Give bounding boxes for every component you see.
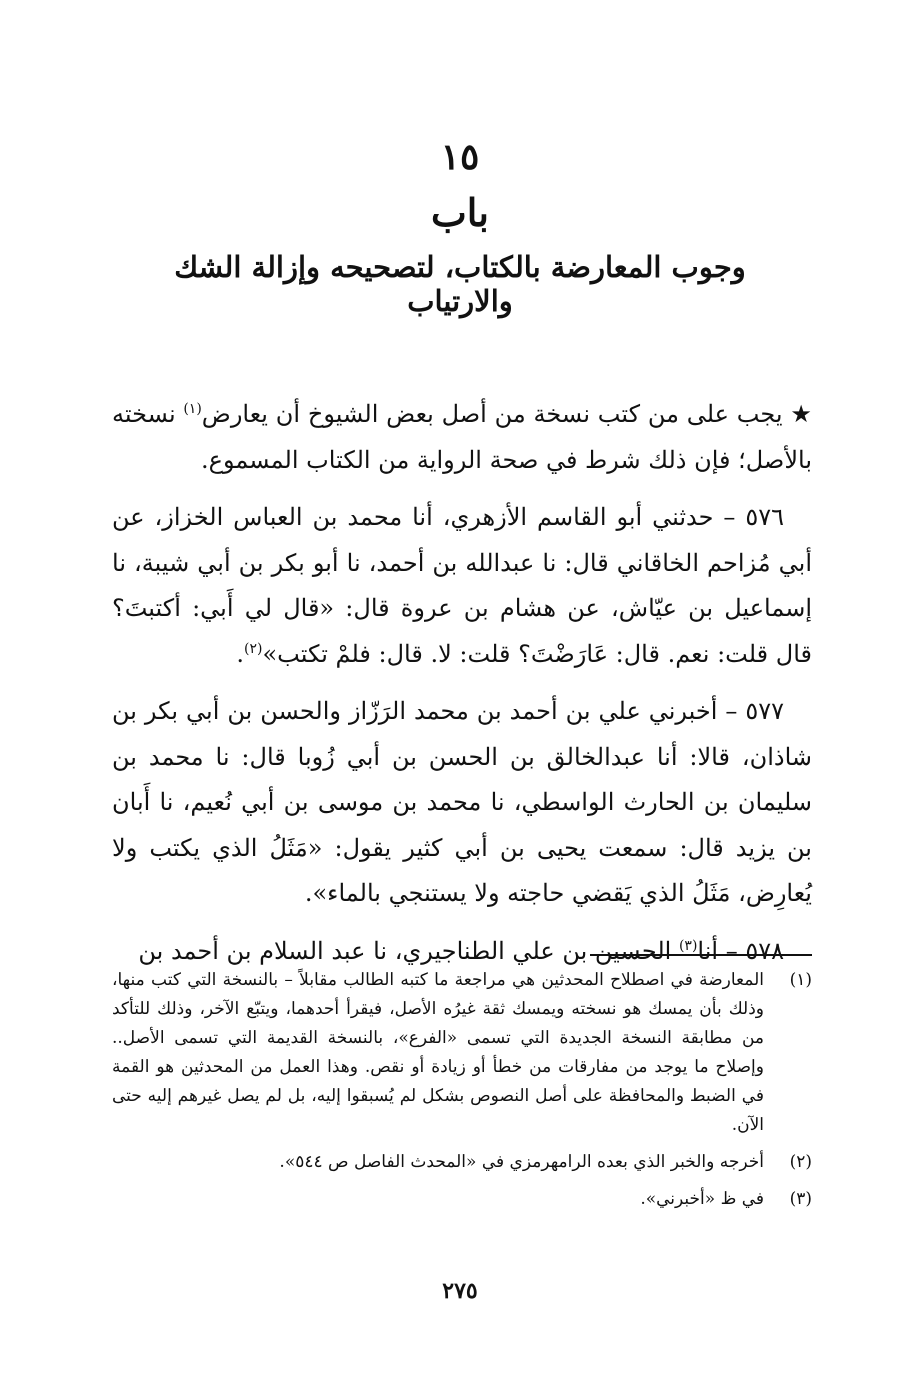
footnote-ref-2: (٢) <box>243 640 263 657</box>
footnote-2 <box>112 1148 812 1177</box>
intro-text: ★ يجب على من كتب نسخة من أصل بعض الشيوخ أن يعارض <box>201 400 812 428</box>
footnote-text: في ظ «أخبرني». <box>640 1189 764 1209</box>
page-number: ٢٧٥ <box>442 1278 478 1304</box>
hadith-578-text: ٥٧٨ – أنا <box>697 936 784 965</box>
footnote-number: (١) <box>789 970 812 990</box>
main-text <box>112 392 812 986</box>
hadith-576-end: . <box>236 639 244 668</box>
chapter-label: باب <box>431 190 489 235</box>
footnote-number: (٣) <box>789 1189 812 1209</box>
footnote-1 <box>112 966 812 1140</box>
chapter-number: ١٥ <box>440 136 480 178</box>
footnote-divider <box>590 954 812 956</box>
footnote-ref-3: (٣) <box>678 937 698 954</box>
footnote-number: (٢) <box>789 1152 812 1172</box>
intro-paragraph <box>112 392 812 483</box>
intro-text-end: نسخته بالأصل؛ فإن ذلك شرط في صحة الرواية من الكتاب المسموع. <box>112 400 812 474</box>
footnote-3 <box>112 1185 812 1214</box>
hadith-577-text: ٥٧٧ – أخبرني علي بن أحمد بن محمد الرَزّاز والحسن بن أبي بكر بن شاذان، قالا: أنا عبدالخالق بن الحسن بن أبي زُوبا قال: نا محمد بن سليمان بن الحارث الواسطي، نا محمد بن موسى بن أبي نُعيم، نا أَبان بن يزيد قال: سمعت يحيى بن أبي كثير يقول: «مَثَلُ الذي يكتب ولا يُعارِض، مَثَلُ الذي يَقضي حاجته ولا يستنجي بالماء». <box>112 697 812 907</box>
chapter-title: وجوب المعارضة بالكتاب، لتصحيحه وإزالة الشك والارتياب <box>174 250 746 318</box>
hadith-576 <box>112 495 812 677</box>
footnote-text: أخرجه والخبر الذي بعده الرامهرمزي في «المحدث الفاصل ص ٥٤٤». <box>279 1152 764 1172</box>
hadith-576-text: ٥٧٦ – حدثني أبو القاسم الأزهري، أنا محمد بن العباس الخزاز، عن أبي مُزاحم الخاقاني قال: نا عبدالله بن أحمد، نا أبو بكر بن أبي شيبة، نا إسماعيل بن عيّاش، عن هشام بن عروة قال: «قال لي أَبي: أكتبتَ؟ قال قلت: نعم. قال: عَارَضْتَ؟ قلت: لا. قال: فلمْ تكتب» <box>112 503 812 668</box>
hadith-577 <box>112 689 812 917</box>
hadith-578-end: الحسين بن علي الطناجيري، نا عبد السلام بن أحمد بن <box>138 936 679 965</box>
footnotes <box>112 966 812 1222</box>
footnote-ref-1: (١) <box>183 401 202 417</box>
footnote-text: المعارضة في اصطلاح المحدثين هي مراجعة ما كتبه الطالب مقابلاً – بالنسخة التي كتب منها، وذلك بأن يمسك هو نسخته ويمسك ثقة غيرُه الأصل، فيقرأ أحدهما، ويتبّع الآخر، وذلك للتأكد من مطابقة النسخة الجديدة التي تسمى «الفرع»، بالنسخة القديمة التي تسمى الأصل.. وإصلاح ما يوجد من مفارقات من خطأ أو زيادة أو نقص. وهذا العمل من المحدثين هو القمة في الضبط والمحافظة على أصل النصوص بشكل لم يُسبقوا إليه، بل لم يصل غيرهم إليه حتى الآن. <box>112 970 764 1135</box>
